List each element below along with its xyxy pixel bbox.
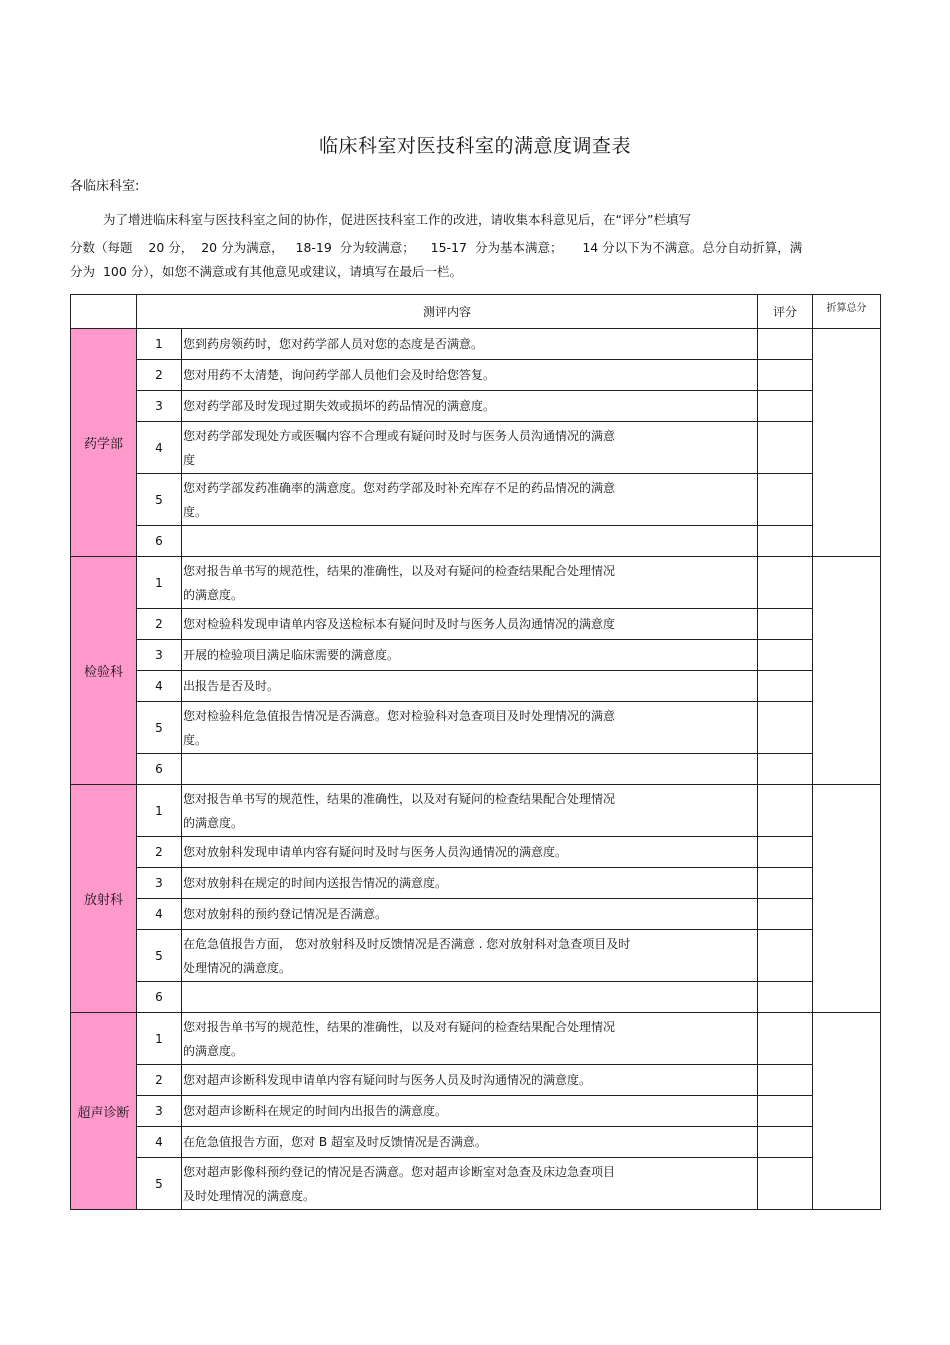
department-name: 放射科 — [83, 893, 123, 908]
table-row — [71, 474, 881, 526]
item-question: 您对报告单书写的规范性，结果的准确性，以及对有疑问的检查结果配合处理情况 的满意度。 — [182, 557, 758, 609]
table-row — [71, 671, 881, 702]
table-row — [71, 837, 881, 868]
table-row — [71, 899, 881, 930]
score-input-cell[interactable] — [758, 557, 813, 609]
score-input-cell[interactable] — [758, 702, 813, 754]
table-row — [71, 422, 881, 474]
item-number: 3 — [137, 1096, 182, 1127]
department-cell — [71, 1013, 137, 1210]
score-input-cell[interactable] — [758, 785, 813, 837]
greeting: 各临床科室: — [70, 179, 140, 194]
header-total: 折算总分 — [813, 295, 881, 329]
item-question: 您对超声诊断科发现申请单内容有疑问时与医务人员及时沟通情况的满意度。 — [182, 1065, 758, 1096]
item-number: 6 — [137, 526, 182, 557]
table-row — [71, 640, 881, 671]
item-question — [182, 982, 758, 1013]
table-row — [71, 526, 881, 557]
item-number: 5 — [137, 1158, 182, 1210]
score-input-cell[interactable] — [758, 640, 813, 671]
total-score-cell[interactable] — [813, 329, 881, 557]
item-number: 1 — [137, 1013, 182, 1065]
item-number: 2 — [137, 837, 182, 868]
item-question: 您对放射科的预约登记情况是否满意。 — [182, 899, 758, 930]
item-number: 2 — [137, 1065, 182, 1096]
table-row — [71, 1096, 881, 1127]
score-input-cell[interactable] — [758, 474, 813, 526]
table-row — [71, 557, 881, 609]
table-row — [71, 360, 881, 391]
item-number: 3 — [137, 640, 182, 671]
score-input-cell[interactable] — [758, 754, 813, 785]
item-number: 4 — [137, 671, 182, 702]
item-question: 开展的检验项目满足临床需要的满意度。 — [182, 640, 758, 671]
item-question: 您对检验科危急值报告情况是否满意。您对检验科对急查项目及时处理情况的满意 度。 — [182, 702, 758, 754]
item-number: 3 — [137, 391, 182, 422]
score-input-cell[interactable] — [758, 1013, 813, 1065]
score-input-cell[interactable] — [758, 1065, 813, 1096]
score-input-cell[interactable] — [758, 422, 813, 474]
department-cell — [71, 557, 137, 785]
item-question: 出报告是否及时。 — [182, 671, 758, 702]
score-input-cell[interactable] — [758, 982, 813, 1013]
table-row — [71, 609, 881, 640]
table-row — [71, 754, 881, 785]
score-input-cell[interactable] — [758, 930, 813, 982]
total-score-cell[interactable] — [813, 785, 881, 1013]
item-question: 您对放射科在规定的时间内送报告情况的满意度。 — [182, 868, 758, 899]
table-row — [71, 1158, 881, 1210]
header-score: 评分 — [758, 295, 813, 329]
table-row — [71, 930, 881, 982]
table-row — [71, 702, 881, 754]
item-number: 2 — [137, 360, 182, 391]
score-input-cell[interactable] — [758, 526, 813, 557]
table-row — [71, 1065, 881, 1096]
item-question: 您对超声诊断科在规定的时间内出报告的满意度。 — [182, 1096, 758, 1127]
table-row — [71, 391, 881, 422]
score-input-cell[interactable] — [758, 837, 813, 868]
total-score-cell[interactable] — [813, 557, 881, 785]
item-number: 6 — [137, 982, 182, 1013]
table-row — [71, 1013, 881, 1065]
header-content: 测评内容 — [137, 295, 758, 329]
department-name: 超声诊断 — [77, 1105, 130, 1121]
survey-table — [70, 294, 881, 1210]
score-input-cell[interactable] — [758, 899, 813, 930]
item-question: 您对药学部发现处方或医嘱内容不合理或有疑问时及时与医务人员沟通情况的满意 度 — [182, 422, 758, 474]
item-number: 1 — [137, 329, 182, 360]
score-input-cell[interactable] — [758, 671, 813, 702]
item-number: 2 — [137, 609, 182, 640]
item-question: 您对报告单书写的规范性，结果的准确性，以及对有疑问的检查结果配合处理情况 的满意度。 — [182, 785, 758, 837]
item-question — [182, 754, 758, 785]
table-row — [71, 329, 881, 360]
item-question — [182, 526, 758, 557]
score-input-cell[interactable] — [758, 609, 813, 640]
item-number: 6 — [137, 754, 182, 785]
intro-line-2: 分数（每题 20 分， 20 分为满意， 18-19 分为较满意； 15-17 分为基本满意； 14 分以下为不满意。总分自动折算，满 — [70, 240, 803, 255]
department-cell — [71, 785, 137, 1013]
item-number: 5 — [137, 930, 182, 982]
item-question: 您对报告单书写的规范性，结果的准确性，以及对有疑问的检查结果配合处理情况 的满意度。 — [182, 1013, 758, 1065]
table-row — [71, 1127, 881, 1158]
item-number: 1 — [137, 557, 182, 609]
item-number: 4 — [137, 1127, 182, 1158]
item-question: 您对药学部发药准确率的满意度。您对药学部及时补充库存不足的药品情况的满意 度。 — [182, 474, 758, 526]
item-question: 您对超声影像科预约登记的情况是否满意。您对超声诊断室对急查及床边急查项目 及时处理情况的满意度。 — [182, 1158, 758, 1210]
item-question: 您对药学部及时发现过期失效或损坏的药品情况的满意度。 — [182, 391, 758, 422]
item-number: 4 — [137, 422, 182, 474]
score-input-cell[interactable] — [758, 1096, 813, 1127]
score-input-cell[interactable] — [758, 1127, 813, 1158]
item-question: 您到药房领药时，您对药学部人员对您的态度是否满意。 — [182, 329, 758, 360]
item-question: 您对放射科发现申请单内容有疑问时及时与医务人员沟通情况的满意度。 — [182, 837, 758, 868]
item-number: 5 — [137, 702, 182, 754]
item-question: 在危急值报告方面，您对 B 超室及时反馈情况是否满意。 — [182, 1127, 758, 1158]
item-question: 您对检验科发现申请单内容及送检标本有疑问时及时与医务人员沟通情况的满意度 — [182, 609, 758, 640]
header-blank-cell — [71, 295, 137, 329]
total-score-cell[interactable] — [813, 1013, 881, 1210]
department-name: 药学部 — [83, 437, 123, 452]
item-question: 您对用药不太清楚，询问药学部人员他们会及时给您答复。 — [182, 360, 758, 391]
department-cell — [71, 329, 137, 557]
score-input-cell[interactable] — [758, 391, 813, 422]
score-input-cell[interactable] — [758, 329, 813, 360]
intro-line-3: 分为 100 分），如您不满意或有其他意见或建议，请填写在最后一栏。 — [70, 264, 463, 279]
item-question: 在危急值报告方面， 您对放射科及时反馈情况是否满意 . 您对放射科对急查项目及时 处理情况的满意度。 — [182, 930, 758, 982]
score-input-cell[interactable] — [758, 360, 813, 391]
table-row — [71, 785, 881, 837]
score-input-cell[interactable] — [758, 1158, 813, 1210]
item-number: 3 — [137, 868, 182, 899]
intro-line-1: 为了增进临床科室与医技科室之间的协作，促进医技科室工作的改进，请收集本科意见后，在“评分”栏填写 — [103, 212, 691, 227]
table-row — [71, 982, 881, 1013]
item-number: 1 — [137, 785, 182, 837]
table-header-row — [71, 295, 881, 329]
score-input-cell[interactable] — [758, 868, 813, 899]
page-title: 临床科室对医技科室的满意度调查表 — [318, 135, 631, 157]
item-number: 5 — [137, 474, 182, 526]
item-number: 4 — [137, 899, 182, 930]
table-row — [71, 868, 881, 899]
department-name: 检验科 — [83, 665, 123, 680]
